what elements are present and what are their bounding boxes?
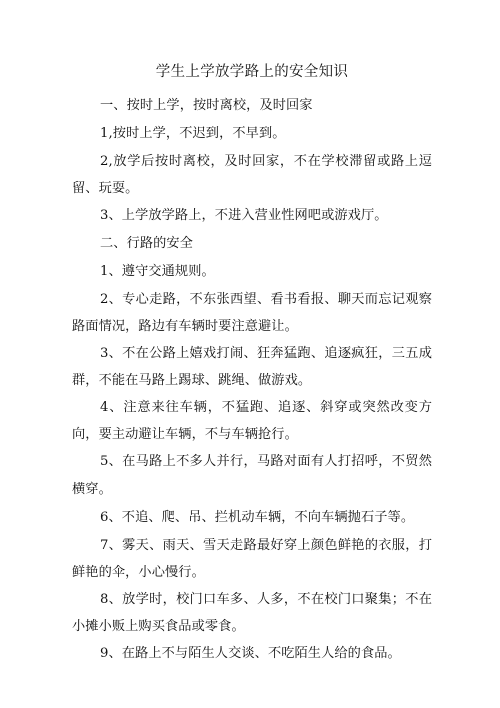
paragraph-2-5: 5、在马路上不多人并行，马路对面有人打招呼，不贸然横穿。 (72, 454, 432, 497)
paragraph-2-3: 3、不在公路上嬉戏打闹、狂奔猛跑、追逐疯狂，三五成群，不能在马路上踢球、跳绳、做游戏。 (72, 346, 432, 388)
document-page (72, 62, 432, 668)
paragraph-2-1: 1、遵守交通规则。 (100, 264, 215, 279)
paragraph-2-4: 4、注意来往车辆，不猛跑、追逐、斜穿或突然改变方向，要主动避让车辆，不与车辆抢行。 (72, 400, 432, 442)
document-title: 学生上学放学路上的安全知识 (155, 64, 349, 80)
paragraph-2-9: 9、在路上不与陌生人交谈、不吃陌生人给的食品。 (100, 646, 401, 661)
paragraph-2-6: 6、不追、爬、吊、拦机动车辆，不向车辆抛石子等。 (100, 510, 415, 525)
paragraph-1-2: 2,放学后按时离校，及时回家，不在学校滞留或路上逗留、玩耍。 (72, 154, 432, 196)
section-heading-1: 一、按时上学，按时离校，及时回家 (100, 98, 313, 113)
paragraph-2-7: 7、雾天、雨天、雪天走路最好穿上颜色鲜艳的衣服，打鲜艳的伞，小心慢行。 (72, 538, 432, 580)
paragraph-1-1: 1,按时上学，不迟到，不早到。 (100, 126, 286, 141)
paragraph-2-8: 8、放学时，校门口车多、人多，不在校门口聚集；不在小摊小贩上购买食品或零食。 (72, 592, 432, 634)
section-heading-2: 二、行路的安全 (100, 236, 194, 251)
paragraph-2-2: 2、专心走路，不东张西望、看书看报、聊天而忘记观察路面情况，路边有车辆时要注意避让。 (72, 292, 432, 334)
paragraph-1-3: 3、上学放学路上，不进入营业性网吧或游戏厅。 (100, 208, 388, 223)
